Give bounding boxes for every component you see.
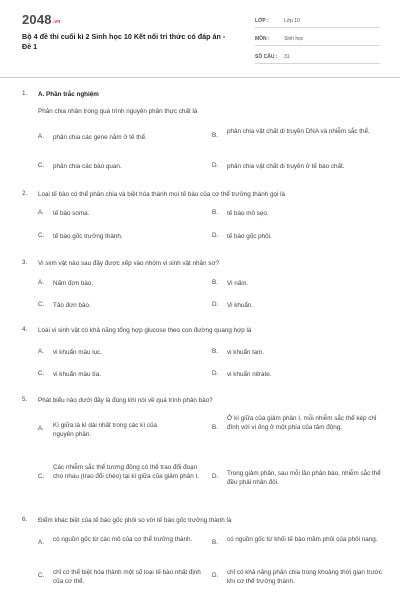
option-label: B.: [212, 539, 218, 546]
option-text: Ở kì giữa của giảm phân I, mỗi nhiễm sắc thể kép chỉ đính với vi ống ở một phía của tâm động.: [227, 415, 377, 432]
option-label: B.: [212, 424, 218, 431]
option-label: D.: [212, 232, 219, 239]
question-number: 4.: [22, 326, 28, 333]
document-header: [0, 0, 400, 78]
option-label: B.: [212, 209, 218, 216]
option-text: Vi khuẩn.: [227, 302, 254, 309]
meta-row-subject: [255, 32, 380, 46]
option-text: Vi nấm.: [227, 280, 249, 287]
question-number: 2.: [22, 190, 28, 197]
option-d[interactable]: [212, 162, 384, 171]
option-c[interactable]: [38, 162, 208, 171]
meta-row-count: [255, 50, 380, 64]
option-text: chỉ có khả năng phân chia trong khoảng thời gian trước khi cơ thể trưởng thành.: [227, 569, 382, 586]
option-label: D.: [212, 370, 219, 377]
option-label: C.: [38, 370, 45, 377]
option-c[interactable]: [38, 568, 208, 587]
option-text: Tảo đơn bào.: [53, 302, 91, 309]
option-b[interactable]: [212, 535, 384, 546]
option-a[interactable]: [38, 133, 208, 142]
option-a[interactable]: [38, 348, 208, 357]
brand-suffix: .vn: [52, 19, 61, 25]
option-text: Trong giảm phân, sau mỗi lần phân bào, nhiễm sắc thể đều phải nhân đôi.: [227, 470, 381, 487]
meta-key: SỐ CÂU :: [255, 53, 278, 60]
option-b[interactable]: [212, 127, 384, 139]
option-b[interactable]: [212, 348, 384, 357]
meta-value: Lớp 10: [284, 17, 300, 24]
option-text: phân chia vật chất di truyền ở tế bào chất.: [227, 163, 345, 170]
document-meta: [255, 14, 380, 64]
option-label: B.: [212, 132, 218, 139]
question-text: Loài vi sinh vật có khả năng tổng hợp glucose theo con đường quang hợp là: [38, 327, 252, 334]
question-number: 5.: [22, 396, 28, 403]
meta-row-grade: [255, 14, 380, 28]
option-text: phân chia vật chất di truyền DNA và nhiễm sắc thể.: [227, 128, 370, 135]
question-number: 6.: [22, 516, 28, 523]
meta-key: LỚP :: [255, 17, 269, 24]
brand-name: 2048: [22, 12, 52, 27]
option-label: A.: [38, 133, 44, 140]
option-a[interactable]: [38, 535, 208, 546]
option-text: chỉ có thể biệt hóa thành một số loại tế bào nhất định của cơ thể.: [53, 569, 201, 586]
option-text: phân chia các bào quan.: [53, 163, 122, 170]
option-label: D.: [212, 162, 219, 169]
document-title: Bộ 4 đề thi cuối kì 2 Sinh học 10 Kết nối tri thức có đáp án - Đề 1: [22, 32, 226, 51]
option-text: vi khuẩn màu lục.: [53, 349, 103, 356]
option-label: D.: [212, 572, 219, 579]
option-label: C.: [38, 572, 45, 579]
option-a[interactable]: [38, 279, 208, 288]
option-text: có nguồn gốc từ khối tế bào mầm phôi của phôi nang.: [227, 536, 378, 543]
option-text: phân chia các gene nằm ở tế thể.: [53, 134, 147, 141]
option-b[interactable]: [212, 209, 384, 218]
option-label: A.: [38, 425, 44, 432]
brand-logo[interactable]: [22, 12, 61, 27]
option-d[interactable]: [212, 301, 384, 310]
option-label: D.: [212, 473, 219, 480]
option-label: C.: [38, 162, 45, 169]
option-label: A.: [38, 348, 44, 355]
option-text: Kì giữa là kì dài nhất trong các kì của nguyên phân.: [53, 422, 157, 439]
question-text: Phân chia nhân trong quá trình nguyên phân thực chất là: [38, 108, 198, 115]
section-title: A. Phần trắc nghiệm: [38, 91, 99, 98]
option-text: vi khuẩn nitrate.: [227, 371, 272, 378]
option-text: vi khuẩn lam.: [227, 349, 265, 356]
option-b[interactable]: [212, 414, 384, 433]
option-b[interactable]: [212, 279, 384, 288]
option-label: B.: [212, 348, 218, 355]
option-d[interactable]: [212, 469, 384, 488]
option-c[interactable]: [38, 370, 208, 379]
option-text: có nguồn gốc từ các mô của cơ thể trưởng thành.: [53, 536, 193, 543]
meta-value: 31: [284, 53, 290, 60]
option-label: B.: [212, 279, 218, 286]
meta-value: Sinh học: [284, 35, 304, 42]
option-label: A.: [38, 539, 44, 546]
option-label: A.: [38, 209, 44, 216]
meta-key: MÔN :: [255, 35, 270, 42]
option-label: A.: [38, 279, 44, 286]
option-d[interactable]: [212, 370, 384, 379]
option-a[interactable]: [38, 421, 208, 440]
question-text: Phát biểu nào dưới đây là đúng khi nói về quá trình phân bào?: [38, 397, 213, 404]
section-number: 1.: [22, 90, 28, 97]
option-label: D.: [212, 301, 219, 308]
option-d[interactable]: [212, 232, 384, 241]
option-text: tế bào gốc phôi.: [227, 233, 272, 240]
question-text: Vi sinh vật nào sau đây được xếp vào nhóm vi sinh vật nhân sơ?: [38, 260, 220, 267]
option-text: tế bào mô sẹo.: [227, 210, 269, 217]
option-c[interactable]: [38, 301, 208, 310]
option-text: tế bào soma.: [53, 210, 90, 217]
option-a[interactable]: [38, 209, 208, 218]
option-c[interactable]: [38, 232, 208, 241]
option-d[interactable]: [212, 568, 384, 587]
question-number: 3.: [22, 259, 28, 266]
option-text: vi khuẩn màu tía.: [53, 371, 101, 378]
option-label: C.: [38, 301, 45, 308]
option-c[interactable]: [38, 463, 208, 482]
option-text: tế bào gốc trưởng thành.: [53, 233, 123, 240]
option-label: C.: [38, 232, 45, 239]
question-text: Loại tế bào có thể phân chia và biệt hóa thành mọi tế bào của cơ thể trưởng thành gọi là: [38, 191, 286, 198]
question-text: Điểm khác biệt của tế bào gốc phôi so với tế bào gốc trưởng thành là: [38, 517, 232, 524]
option-text: Các nhiễm sắc thể tương đồng có thể trao đổi đoạn cho nhau (trao đổi chéo) tại kì giữa của giảm phân I.: [53, 464, 199, 481]
option-text: Nấm đơn bào.: [53, 280, 94, 287]
option-label: C.: [38, 473, 45, 480]
